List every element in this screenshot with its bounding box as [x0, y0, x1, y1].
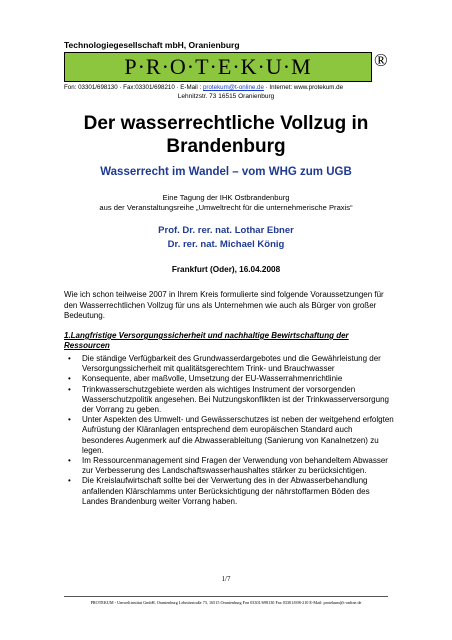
list-item-text: Die Kreislaufwirtschaft sollte bei der Verwertung des in der Abwasserbehandlung anfallenden Klärschlamms unter Berücksichtigung der nährstoffarmen Böden des Landes Brandenburg weiter Vorrang haben. [82, 476, 370, 506]
address-line: Lehnitzstr. 73 16515 Oranienburg [177, 93, 275, 100]
list-item-text: Trinkwasserschutzgebiete werden als wichtiges Instrument der vorsorgenden Wasserschutzpolitik angesehen. Bei Nutzungskonflikten ist der Trinkwasserversorgung der Vorrang zu geben. [82, 384, 389, 415]
bullet-list [64, 354, 396, 507]
registered-mark: ® [374, 50, 388, 70]
document-title: Der wasserrechtliche Vollzug in Brandenburg [83, 113, 369, 157]
list-item [64, 476, 396, 507]
document-subtitle: Wasserrecht im Wandel – vom WHG zum UGB [100, 166, 352, 178]
protekum-logo [64, 52, 372, 82]
document-page [0, 12, 452, 640]
intro-paragraph: Wie ich schon teilweise 2007 in Ihrem Kreis formulierte sind folgende Voraussetzungen für den Wasserrechtlichen Vollzug für uns als Unternehmen wie auch als Bürger von großer Bedeutung. [64, 290, 384, 320]
footer-divider [64, 596, 388, 597]
contact-suffix: · Internet: www.protekum.de [263, 84, 344, 91]
event-line-1: Eine Tagung der IHK Ostbrandenburg [162, 193, 290, 202]
page-number: 1/7 [221, 575, 231, 583]
logo-text: P·R·O·T·E·K·U·M [124, 54, 312, 79]
bullet-icon: • [68, 456, 71, 466]
contact-prefix: Fon: 03301/698130 · Fax:03301/698210 · E-Mail : [64, 84, 203, 91]
list-item [64, 415, 396, 456]
authors [30, 224, 422, 252]
list-item-text: Konsequente, aber maßvolle, Umsetzung der EU-Wasserrahmenrichtlinie [82, 374, 343, 384]
list-item [64, 354, 396, 374]
author-2: Dr. rer. nat. Michael König [167, 239, 285, 250]
bullet-icon: • [68, 374, 71, 384]
bullet-icon: • [68, 384, 71, 394]
list-item-text: Im Ressourcenmanagement sind Fragen der Verwendung von behandeltem Abwasser zur Verbesserung des Landschaftswasserhaushaltes stärker zu berücksichtigen. [82, 456, 388, 476]
list-item-text: Unter Aspekten des Umwelt- und Gewässerschutzes ist neben der weitgehend erfolgten Aufrüstung der Kläranlagen entsprechend dem europäischen Standard auch besonderes Augenmerk auf die Abwasserableitung (Sanierung von Kanalnetzen) zu legen. [82, 415, 394, 455]
bullet-icon: • [68, 354, 71, 363]
bullet-icon: • [68, 476, 71, 486]
contact-line [64, 84, 388, 91]
section-heading: 1.Langfristige Versorgungssicherheit und nachhaltige Bewirtschaftung der Ressourcen [64, 331, 349, 350]
company-line: Technologiegesellschaft mbH, Oranienburg [64, 40, 240, 50]
top-margin [0, 0, 452, 12]
email-link[interactable]: protekum@t-online.de [202, 84, 264, 91]
event-line-2: aus der Veranstaltungsreihe „Umweltrecht für die unternehmerische Praxis“ [99, 203, 353, 212]
event-info [30, 193, 422, 213]
bullet-icon: • [68, 415, 71, 425]
list-item [64, 385, 396, 416]
footer-text: PROTEKUM - Umweltinstitut GmbH, Oranienburg Lehnitzstraße 73, 16515 Oranienburg Fon 03301/698130 Fax 03301/698-210 E-Mail: protekum@t-online.de [90, 600, 362, 605]
author-1: Prof. Dr. rer. nat. Lothar Ebner [158, 225, 294, 236]
dateline: Frankfurt (Oder), 16.04.2008 [171, 265, 281, 274]
list-item [64, 456, 396, 476]
list-item-text: Die ständige Verfügbarkeit des Grundwasserdargebotes und die Gewährleistung der Versorgungssicherheit mit qualitätsgerechtem Trink- und Brauchwasser [82, 354, 381, 374]
list-item [64, 374, 396, 384]
